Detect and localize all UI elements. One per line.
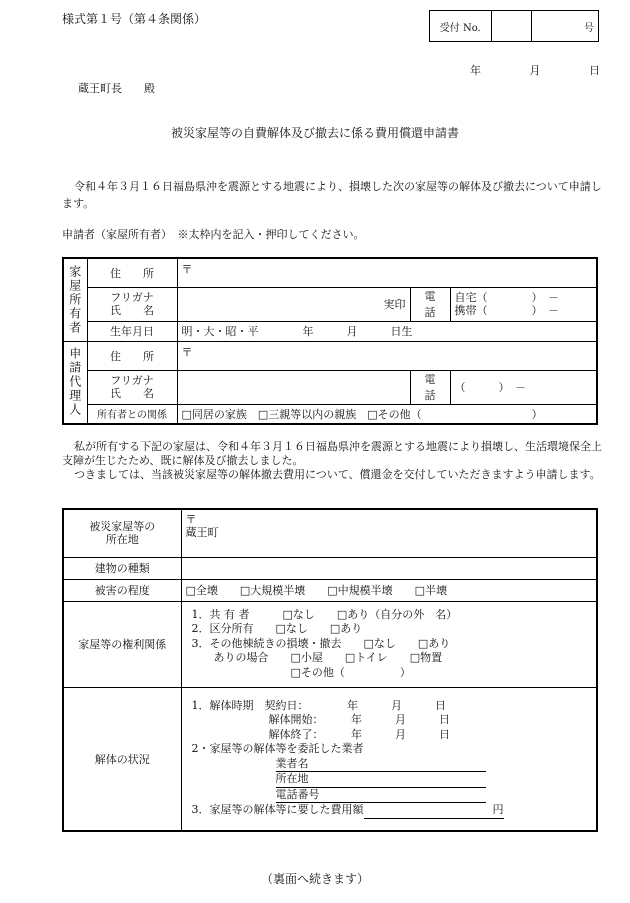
agent-phone-field[interactable]: （ ） － — [450, 370, 597, 404]
owner-address-field[interactable] — [177, 258, 597, 287]
rights-line-5: □その他（ ） — [191, 665, 411, 679]
owner-address-label: 住 所 — [87, 258, 177, 287]
receipt-suffix: 号 — [583, 22, 594, 34]
demo-line-2: 解体開始： 年 月 日 — [191, 713, 450, 727]
agent-name-text: 氏 名 — [110, 387, 154, 400]
owner-name-label — [87, 287, 177, 321]
rights-line-3: 3．その他棟続きの損壊・撤去 □なし □あり — [191, 636, 451, 650]
agent-relation-field[interactable]: □同居の家族 □三親等以内の親族 □その他（ ） — [177, 404, 597, 424]
owner-birth-label: 生年月日 — [87, 321, 177, 341]
location-field[interactable] — [181, 509, 597, 557]
intro-paragraph: 令和４年３月１６日福島県沖を震源とする地震により、損壊した次の家屋等の解体及び撤去について申請します。 — [62, 180, 602, 210]
damage-options[interactable]: □全壊 □大規模半壊 □中規模半壊 □半壊 — [181, 579, 597, 601]
owner-mobile-phone: 携帯（ ） － — [454, 304, 559, 317]
demo-line-1: 1．解体時期 契約日： 年 月 日 — [191, 698, 446, 712]
rights-line-2: 2．区分所有 □なし □あり — [191, 622, 363, 636]
cost-field[interactable] — [364, 803, 504, 819]
location-postal-mark: 〒 — [185, 513, 197, 526]
location-label-line2: 所在地 — [105, 533, 139, 547]
contractor-name-field[interactable]: 業者名 — [276, 757, 486, 773]
receipt-number-field[interactable] — [492, 11, 532, 41]
agent-name-label — [87, 370, 177, 404]
rights-line-4: ありの場合 □小屋 □トイレ □物置 — [191, 651, 443, 665]
building-type-label: 建物の種類 — [63, 557, 181, 579]
date-year: 年 — [470, 64, 481, 77]
contractor-address-field[interactable]: 所在地 — [276, 772, 486, 788]
owner-birth-field[interactable]: 明・大・昭・平 年 月 日生 — [177, 321, 597, 341]
applicant-table — [62, 257, 598, 425]
date-line[interactable] — [470, 62, 600, 78]
agent-phone-label: 電 話 — [410, 370, 450, 404]
agent-relation-label: 所有者との関係 — [87, 404, 177, 424]
rights-line-1: 1．共 有 者 □なし □あり（自分の外 名） — [191, 607, 458, 621]
rights-field[interactable] — [181, 601, 597, 687]
demolition-label: 解体の状況 — [63, 687, 181, 831]
date-day: 日 — [589, 64, 600, 77]
cost-unit: 円 — [492, 803, 504, 817]
document-title: 被災家屋等の自費解体及び撤去に係る費用償還申請書 — [170, 126, 459, 140]
date-month: 月 — [529, 64, 541, 77]
form-number-label: 様式第１号（第４条関係） — [62, 12, 207, 26]
cost-label: 3．家屋等の解体等に要した費用額 — [191, 803, 364, 817]
property-table — [62, 508, 598, 832]
location-town: 蔵王町 — [185, 526, 219, 539]
agent-postal-mark: 〒 — [181, 345, 193, 359]
agent-furigana-label: フリガナ — [110, 374, 154, 387]
receipt-number-box — [429, 10, 599, 42]
statement-2: つきましては、当該被災家屋等の解体撤去費用について、償還金を交付していただきますよう申請します。 — [74, 468, 601, 481]
statement-block — [62, 440, 602, 482]
demo-line-4: 2・家屋等の解体等を委託した業者 — [191, 742, 364, 756]
rights-label: 家屋等の権利関係 — [63, 601, 181, 687]
owner-home-phone: 自宅（ ） － — [454, 291, 559, 304]
agent-address-field[interactable] — [177, 341, 597, 370]
owner-postal-mark: 〒 — [181, 263, 193, 276]
owner-furigana-label: フリガナ — [110, 291, 154, 304]
demo-line-3: 解体終了： 年 月 日 — [191, 727, 450, 741]
owner-phone-label: 電 話 — [410, 287, 450, 321]
damage-label: 被害の程度 — [63, 579, 181, 601]
agent-address-label: 住 所 — [87, 341, 177, 370]
addressee: 蔵王町長 殿 — [78, 82, 155, 95]
contractor-phone-field[interactable]: 電話番号 — [276, 788, 486, 804]
owner-seal-label: 実印 — [383, 298, 406, 311]
demolition-field[interactable] — [181, 687, 597, 831]
location-label — [63, 509, 181, 557]
location-label-line1: 被災家屋等の — [89, 520, 156, 534]
owner-section-label: 家屋所有者 — [63, 258, 87, 341]
owner-name-field[interactable] — [177, 287, 410, 321]
receipt-label: 受付 No. — [430, 11, 492, 41]
agent-name-field[interactable] — [177, 370, 410, 404]
owner-phone-field[interactable] — [450, 287, 597, 321]
owner-name-text: 氏 名 — [110, 304, 154, 317]
applicant-note: 申請者（家屋所有者） ※太枠内を記入・押印してください。 — [62, 228, 365, 241]
building-type-field[interactable] — [181, 557, 597, 579]
statement-1: 私が所有する下記の家屋は、令和４年３月１６日福島県沖を震源とする地震により損壊し、生活環境保全上支障が生じたため、既に解体及び撤去しました。 — [62, 440, 602, 467]
agent-section-label: 申請代理人 — [63, 341, 87, 424]
continued-note: （裏面へ続きます） — [260, 872, 369, 886]
